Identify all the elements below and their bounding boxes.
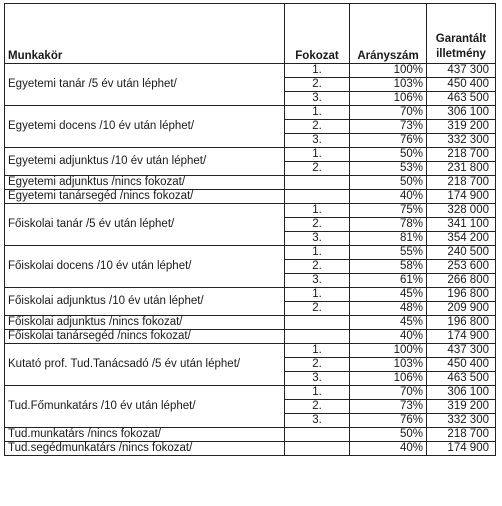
salary-cell: 450 400 (427, 358, 496, 372)
salary-cell: 266 800 (427, 274, 496, 288)
ratio-cell: 70% (350, 106, 427, 120)
grade-cell: 3. (285, 232, 350, 246)
salary-table-sheet (4, 3, 496, 456)
header-row (5, 4, 496, 64)
salary-cell: 319 200 (427, 120, 496, 134)
ratio-cell: 76% (350, 414, 427, 428)
ratio-cell: 45% (350, 316, 427, 330)
salary-table (4, 3, 496, 456)
ratio-cell: 73% (350, 400, 427, 414)
grade-cell: 1. (285, 246, 350, 260)
ratio-cell: 106% (350, 372, 427, 386)
salary-cell: 218 700 (427, 148, 496, 162)
salary-cell: 341 100 (427, 218, 496, 232)
role-cell: Tud.Főmunkatárs /10 év után léphet/ (5, 386, 285, 428)
role-cell: Egyetemi adjunktus /nincs fokozat/ (5, 176, 285, 190)
grade-cell (285, 176, 350, 190)
ratio-cell: 78% (350, 218, 427, 232)
header-salary-line1: Garantált (435, 33, 487, 45)
grade-cell (285, 190, 350, 204)
salary-cell: 174 900 (427, 442, 496, 456)
ratio-cell: 45% (350, 288, 427, 302)
salary-cell: 218 700 (427, 176, 496, 190)
ratio-cell: 70% (350, 386, 427, 400)
role-cell: Egyetemi tanár /5 év után léphet/ (5, 64, 285, 106)
header-grade: Fokozat (285, 4, 350, 64)
role-cell: Főiskolai docens /10 év után léphet/ (5, 246, 285, 288)
salary-cell: 332 300 (427, 134, 496, 148)
grade-cell (285, 330, 350, 344)
salary-cell: 463 500 (427, 372, 496, 386)
table-row (5, 344, 496, 358)
role-cell: Kutató prof. Tud.Tanácsadó /5 év után léphet/ (5, 344, 285, 386)
table-row (5, 176, 496, 190)
grade-cell: 2. (285, 260, 350, 274)
table-row (5, 148, 496, 162)
ratio-cell: 50% (350, 148, 427, 162)
ratio-cell: 48% (350, 302, 427, 316)
grade-cell: 3. (285, 92, 350, 106)
salary-cell: 209 900 (427, 302, 496, 316)
grade-cell: 1. (285, 204, 350, 218)
table-row (5, 246, 496, 260)
role-cell: Tud.segédmunkatárs /nincs fokozat/ (5, 442, 285, 456)
salary-cell: 354 200 (427, 232, 496, 246)
salary-cell: 253 600 (427, 260, 496, 274)
header-salary-line2: illetmény (436, 48, 486, 60)
salary-cell: 437 300 (427, 64, 496, 78)
grade-cell: 3. (285, 134, 350, 148)
ratio-cell: 73% (350, 120, 427, 134)
ratio-cell: 40% (350, 330, 427, 344)
grade-cell: 3. (285, 372, 350, 386)
grade-cell: 2. (285, 358, 350, 372)
grade-cell: 1. (285, 288, 350, 302)
table-row (5, 428, 496, 442)
role-cell: Egyetemi adjunktus /10 év után léphet/ (5, 148, 285, 176)
table-row (5, 330, 496, 344)
ratio-cell: 50% (350, 428, 427, 442)
grade-cell: 1. (285, 148, 350, 162)
table-row (5, 316, 496, 330)
table-row (5, 106, 496, 120)
grade-cell: 1. (285, 64, 350, 78)
role-cell: Főiskolai adjunktus /10 év után léphet/ (5, 288, 285, 316)
salary-cell: 306 100 (427, 106, 496, 120)
grade-cell: 2. (285, 162, 350, 176)
ratio-cell: 50% (350, 176, 427, 190)
grade-cell: 1. (285, 106, 350, 120)
ratio-cell: 100% (350, 64, 427, 78)
salary-cell: 332 300 (427, 414, 496, 428)
table-body (5, 64, 496, 456)
grade-cell (285, 442, 350, 456)
role-cell: Főiskolai tanársegéd /nincs fokozat/ (5, 330, 285, 344)
grade-cell: 2. (285, 120, 350, 134)
ratio-cell: 58% (350, 260, 427, 274)
role-cell: Főiskolai tanár /5 év után léphet/ (5, 204, 285, 246)
salary-cell: 463 500 (427, 92, 496, 106)
grade-cell: 2. (285, 78, 350, 92)
role-cell: Tud.munkatárs /nincs fokozat/ (5, 428, 285, 442)
grade-cell: 3. (285, 274, 350, 288)
ratio-cell: 75% (350, 204, 427, 218)
grade-cell: 2. (285, 218, 350, 232)
salary-cell: 306 100 (427, 386, 496, 400)
grade-cell (285, 428, 350, 442)
header-ratio: Arányszám (350, 4, 427, 64)
role-cell: Egyetemi docens /10 év után léphet/ (5, 106, 285, 148)
table-row (5, 64, 496, 78)
salary-cell: 196 800 (427, 316, 496, 330)
header-role: Munkakör (5, 4, 285, 64)
salary-cell: 319 200 (427, 400, 496, 414)
ratio-cell: 40% (350, 442, 427, 456)
grade-cell: 1. (285, 386, 350, 400)
salary-cell: 437 300 (427, 344, 496, 358)
grade-cell: 3. (285, 414, 350, 428)
table-row (5, 190, 496, 204)
salary-cell: 174 900 (427, 330, 496, 344)
salary-cell: 174 900 (427, 190, 496, 204)
ratio-cell: 100% (350, 344, 427, 358)
salary-cell: 231 800 (427, 162, 496, 176)
ratio-cell: 76% (350, 134, 427, 148)
header-salary (427, 4, 496, 64)
salary-cell: 196 800 (427, 288, 496, 302)
grade-cell (285, 316, 350, 330)
ratio-cell: 53% (350, 162, 427, 176)
grade-cell: 1. (285, 344, 350, 358)
salary-cell: 240 500 (427, 246, 496, 260)
grade-cell: 2. (285, 400, 350, 414)
grade-cell: 2. (285, 302, 350, 316)
ratio-cell: 106% (350, 92, 427, 106)
ratio-cell: 40% (350, 190, 427, 204)
salary-cell: 450 400 (427, 78, 496, 92)
table-row (5, 442, 496, 456)
ratio-cell: 81% (350, 232, 427, 246)
salary-cell: 218 700 (427, 428, 496, 442)
role-cell: Főiskolai adjunktus /nincs fokozat/ (5, 316, 285, 330)
ratio-cell: 103% (350, 358, 427, 372)
ratio-cell: 103% (350, 78, 427, 92)
table-row (5, 204, 496, 218)
table-row (5, 288, 496, 302)
ratio-cell: 55% (350, 246, 427, 260)
ratio-cell: 61% (350, 274, 427, 288)
salary-cell: 328 000 (427, 204, 496, 218)
table-row (5, 386, 496, 400)
role-cell: Egyetemi tanársegéd /nincs fokozat/ (5, 190, 285, 204)
